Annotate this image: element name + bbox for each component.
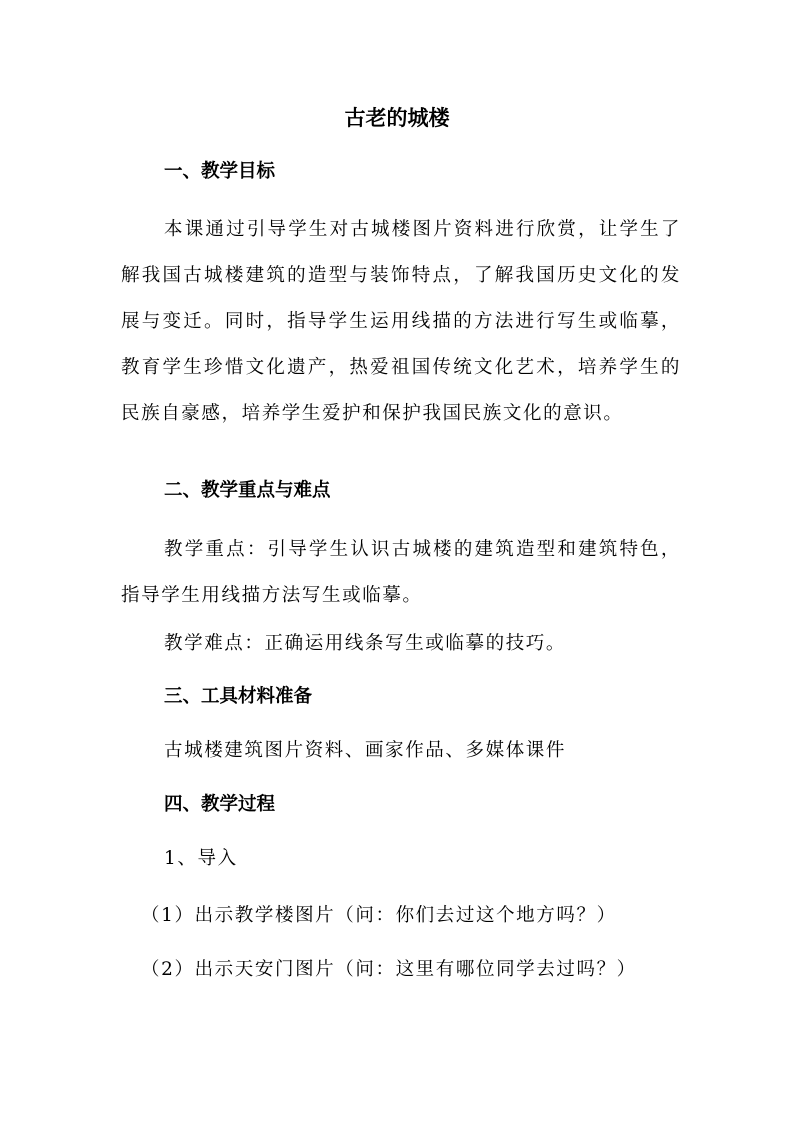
- process-item-1: （1）出示教学楼图片（问：你们去过这个地方吗？）: [141, 905, 617, 926]
- objectives-paragraph: 本课通过引导学生对古城楼图片资料进行欣赏，让学生了解我国古城楼建筑的造型与装饰特点，了解我国历史文化的发展与变迁。同时，指导学生运用线描的方法进行写生或临摹，教育学生珍惜文化遗产，热爱祖国传统文化艺术，培养学生的民族自豪感，培养学生爱护和保护我国民族文化的意识。: [121, 219, 681, 424]
- step-intro-line: 1、导入: [164, 848, 238, 869]
- process-item-2: （2）出示天安门图片（问：这里有哪位同学去过吗？）: [141, 959, 637, 980]
- key-point-paragraph: 教学重点：引导学生认识古城楼的建筑造型和建筑特色，指导学生用线描方法写生或临摹。: [121, 539, 681, 606]
- materials-line: 古城楼建筑图片资料、画家作品、多媒体课件: [164, 740, 567, 761]
- section-heading-process: 四、教学过程: [164, 794, 276, 815]
- section-heading-key-points: 二、教学重点与难点: [164, 480, 331, 501]
- section-heading-materials: 三、工具材料准备: [164, 686, 313, 707]
- document-title: 古老的城楼: [344, 106, 450, 130]
- difficulty-line: 教学难点：正确运用线条写生或临摹的技巧。: [164, 633, 567, 654]
- section-heading-objectives: 一、教学目标: [164, 161, 276, 182]
